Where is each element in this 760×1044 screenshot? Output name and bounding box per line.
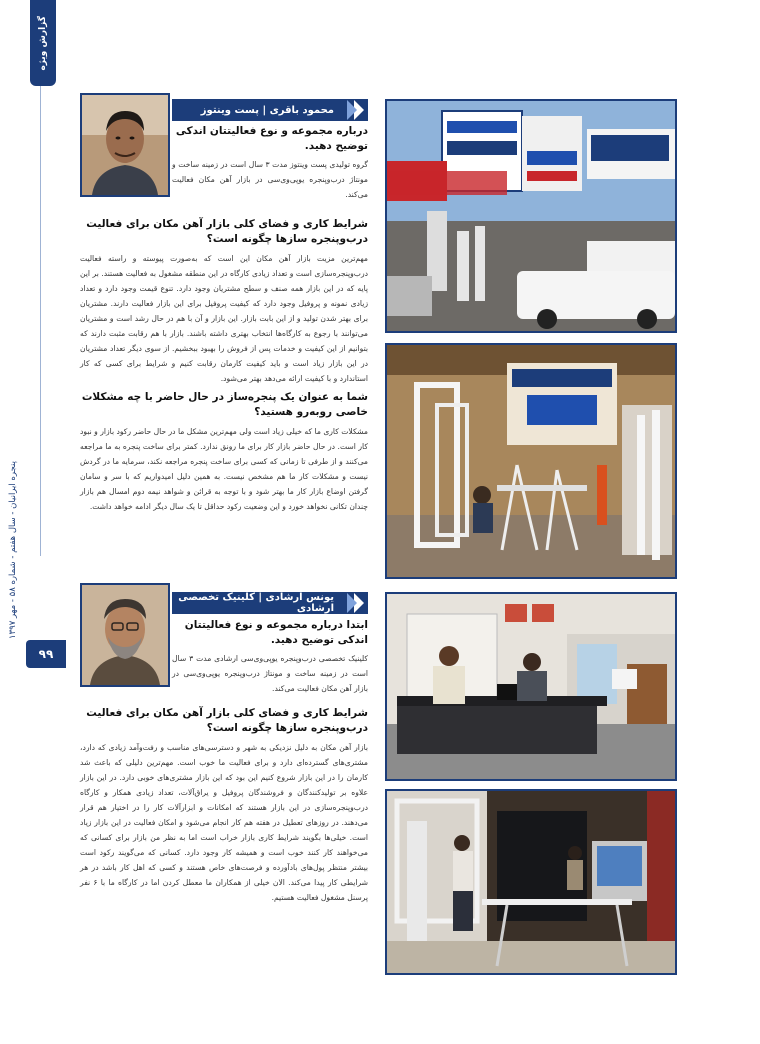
- article2-header-text: یونس ارشادی | کلینیک تخصصی ارشادی: [178, 592, 334, 614]
- magazine-sidebar: [0, 432, 26, 668]
- article1-header-text: محمود باقری | پست وینتوز: [200, 104, 334, 116]
- section-tab: [30, 0, 56, 86]
- article1-header: [172, 99, 368, 121]
- chevron-right-icon: [350, 99, 364, 121]
- section-tab-label: گزارش ویژه: [38, 15, 48, 71]
- article1-question-1: درباره مجموعه و نوع فعالیتتان اندکی توضیح دهید.: [175, 125, 368, 152]
- portrait-mahmoud-bagheri: [80, 93, 170, 197]
- photo-workshop-night: [385, 789, 677, 975]
- article1-body: [80, 217, 368, 514]
- article1-q1-block: [172, 124, 368, 202]
- chevron-right-icon: [350, 592, 364, 614]
- photo-office-desk: [385, 592, 677, 781]
- side-divider: [40, 86, 41, 556]
- article1-question-3: شما به عنوان یک پنجره‌ساز در حال حاضر با چه مشکلات خاصی روبه‌رو هستید؟: [81, 391, 368, 418]
- article1-answer-1: گروه تولیدی پست وینتوز مدت ۳ سال است در زمینه ساخت و مونتاژ درب‌وپنجره یوپی‌وی‌سی در بازار آهن مکان فعالیت می‌کند.: [172, 160, 369, 199]
- photo-workshop-interior: [385, 343, 677, 579]
- article2-answer-1: کلینیک تخصصی درب‌وپنجره یوپی‌وی‌سی ارشادی مدت ۳ سال است در زمینه ساخت و مونتاژ درب‌وپنجره یوپی‌وی‌سی در بازار آهن مکان فعالیت می‌کند.: [172, 654, 368, 693]
- article2-question-2: شرایط کاری و فضای کلی بازار آهن مکان برای فعالیت درب‌وپنجره سازها چگونه است؟: [86, 707, 368, 734]
- article2-question-1: ابتدا درباره مجموعه و نوع فعالیتتان اندکی توضیح دهید.: [184, 619, 368, 646]
- portrait-younes-ershadi: [80, 583, 170, 687]
- article2-header: [172, 592, 368, 614]
- article2-q1-block: [172, 618, 368, 696]
- photo-shop-signs: [385, 99, 677, 333]
- article1-question-2: شرایط کاری و فضای کلی بازار آهن مکان برای فعالیت درب‌وپنجره سازها چگونه است؟: [86, 218, 368, 245]
- article2-body: [80, 706, 368, 905]
- article1-answer-2: مهم‌ترین مزیت بازار آهن مکان این است که به‌صورت پیوسته و راسته فعالیت درب‌وپنجره‌سازی است و تعداد زیادی کارگاه در این منطقه مشغول به فعالیت هستند. بر این پایه که در این بازار همه صنف و سطح مشتریان وجود دارد. تنوع قیمت وجود دارد و تعداد زیادی نمونه و پروفیل وجود دارد که کیفیت پروفیل برای این بازار فعالیت دارند. مشتریان برای بهتر شدن تولید و از این بابت بازار. این بازار و آن با هم در حال رشد است و مشتریان می‌توانند با رجوع به کارگاه‌ها انتخاب بهتری داشته باشند. بازار با هم رقابت مثبت دارند که بتوانیم از این کیفیت و خدمات پس از فروش را بهبود ببخشیم. از سوی دیگر تعداد مشتریان در این بازار زیاد است و باید کیفیت کارمان رقابت کنیم و شرایط برای کسی که کار استاندارد و با کیفیت ارائه می‌دهد بهتر می‌شود.: [80, 254, 368, 383]
- magazine-sidebar-text: پنجره ایرانیان - سال هفتم - شماره ۵۸ - مهر ۱۳۹۷: [8, 461, 18, 639]
- article1-answer-3: مشکلات کاری ما که خیلی زیاد است ولی مهم‌ترین مشکل ما در حال حاضر رکود بازار و نبود کار است. در حال حاضر بازار کار برای ما رونق ندارد. کمتر برای ساخت پنجره به ما مراجعه می‌کنند و از طرفی تا زمانی که کسی برای ساخت پنجره مراجعه نکند، سرمایه ما در گردش نیست و مشکلات کار ما هم مشخص نیست. به همین دلیل امیدواریم که با سر و سامان گرفتن اوضاع بازار کار ما بهتر شود و با توجه به قرائن و شواهد نیمه دوم امسال هم بازار چندان تکانی نخواهد خورد و این وضعیت رکود حداقل تا یک سال دیگر ادامه خواهد داشت.: [80, 427, 368, 511]
- article2-answer-2: بازار آهن مکان به دلیل نزدیکی به شهر و دسترسی‌های مناسب و رفت‌وآمد زیادی که دارد، مشتری‌های گسترده‌ای دارد و برای فعالیت ما خوب است. مهم‌ترین دلیلی که باعث شد کارمان را در این بازار شروع کنیم این بود که این بازار مشتری‌های خوبی دارد. در این بازار علاوه بر تولیدکنندگان و فروشندگان پروفیل و یراق‌آلات، تعداد زیادی همکار و کارگاه درب‌وپنجره‌سازی در این بازار هستند که امکانات و ابزارآلات کار را در اختیار هم قرار می‌دهند. در روزهای تعطیل در هفته هم کار انجام می‌شود و امکان فعالیت در این بازار زیاد است. خیلی‌ها بگویند شرایط کاری بازار خراب است اما به نظر من بازار برای کسانی که می‌خواهند کار کنند خوب است و همیشه کار وجود دارد. کسانی که می‌گویند رکود است بیشتر منتظر پول‌های بادآورده و فرصت‌های خاص هستند و کسی که اهل کار باشد در هر شرایطی کار پیدا می‌کند. الان خیلی از همکاران ما معطل کردن اما در کارگاه ما با ۶ نفر پرسنل مشغول فعالیت هستیم.: [80, 743, 369, 902]
- page-number: ۹۹: [26, 640, 66, 668]
